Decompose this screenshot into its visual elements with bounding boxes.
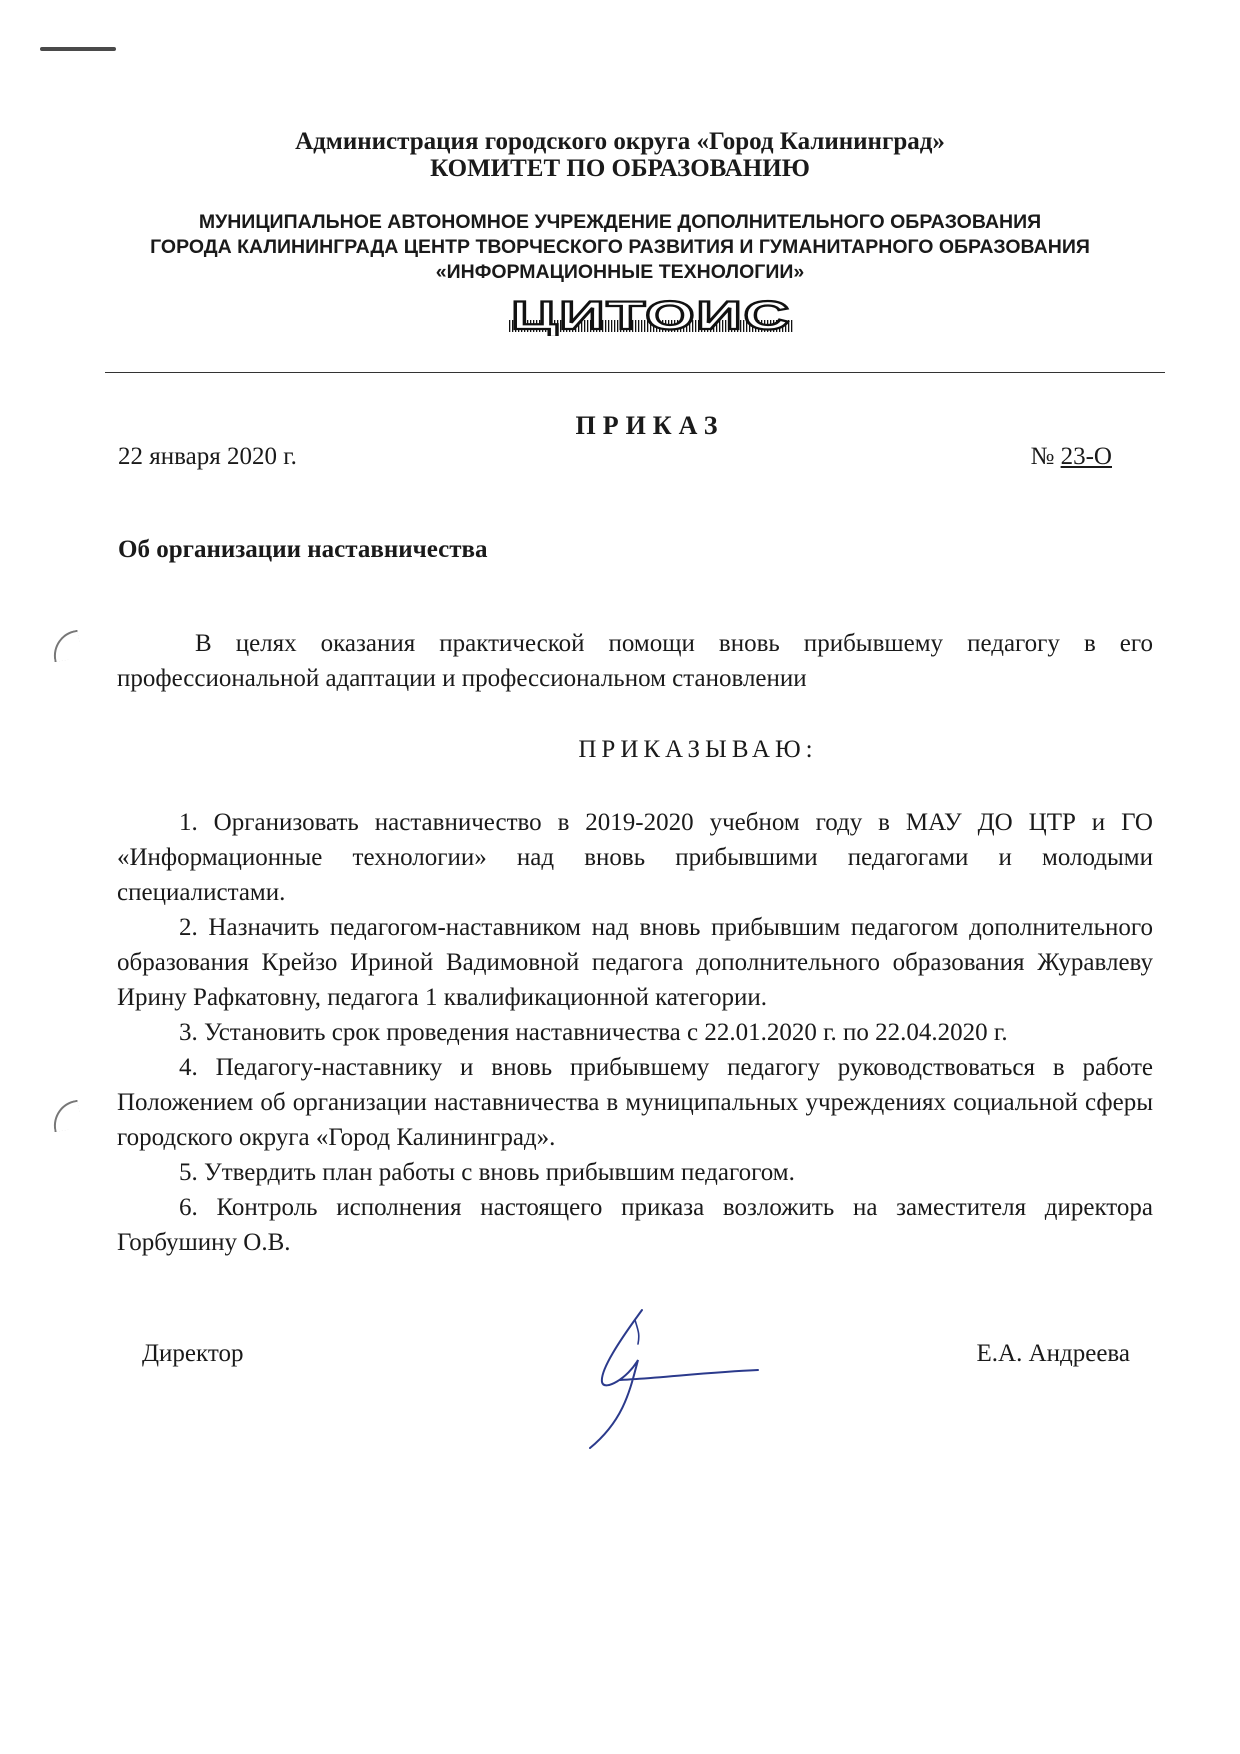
institution-line: «ИНФОРМАЦИОННЫЕ ТЕХНОЛОГИИ» (435, 261, 805, 283)
committee-name: КОМИТЕТ ПО ОБРАЗОВАНИЮ (430, 155, 810, 182)
order-items (117, 805, 1153, 1260)
order-item: 5. Утвердить план работы с вновь прибывшим педагогом. (179, 1159, 795, 1186)
handwritten-signature (580, 1300, 770, 1450)
order-directive: ПРИКАЗЫВАЮ: (578, 736, 818, 763)
order-title: ПРИКАЗ (575, 411, 725, 440)
order-preamble: В целях оказания практической помощи вновь прибывшему педагогу в его профессиональной адаптации и профессиональном становлении (117, 630, 1153, 692)
order-item: 6. Контроль исполнения настоящего приказа возложить на заместителя директора Горбушину О.В. (117, 1194, 1153, 1256)
signer-name: Е.А. Андреева (976, 1340, 1130, 1367)
order-item: 2. Назначить педагогом-наставником над вновь прибывшим педагогом дополнительного образования Крейзо Ириной Вадимовной педагога дополнительного образования Журавлеву Ирину Рафкатовну, педагога 1 квалификационной категории. (117, 914, 1153, 1011)
administration-name: Администрация городского округа «Город Калининград» (295, 128, 945, 155)
citois-logo (506, 296, 796, 336)
institution-name (0, 210, 1240, 285)
header-divider (105, 372, 1165, 373)
order-item: 1. Организовать наставничество в 2019-2020 учебном году в МАУ ДО ЦТР и ГО «Информационные технологии» над вновь прибывшими педагогами и молодыми специалистами. (117, 809, 1153, 906)
order-item: 3. Установить срок проведения наставничества с 22.01.2020 г. по 22.04.2020 г. (179, 1019, 1008, 1046)
order-subject: Об организации наставничества (118, 536, 488, 563)
order-number-prefix: № (1030, 443, 1061, 470)
order-date: 22 января 2020 г. (118, 443, 297, 470)
order-number-value: 23-О (1060, 443, 1112, 470)
punch-hole-mark (50, 1100, 82, 1132)
scan-mark (40, 47, 116, 51)
order-item: 4. Педагогу-наставнику и вновь прибывшему педагогу руководствоваться в работе Положением об организации наставничества в муниципальных учреждениях социальной сферы городского округа «Город Калининград». (117, 1054, 1153, 1151)
institution-line: МУНИЦИПАЛЬНОЕ АВТОНОМНОЕ УЧРЕЖДЕНИЕ ДОПОЛНИТЕЛЬНОГО ОБРАЗОВАНИЯ (198, 211, 1042, 233)
punch-hole-mark (50, 630, 82, 662)
signer-role: Директор (142, 1340, 244, 1367)
institution-line: ГОРОДА КАЛИНИНГРАДА ЦЕНТР ТВОРЧЕСКОГО РАЗВИТИЯ И ГУМАНИТАРНОГО ОБРАЗОВАНИЯ (150, 236, 1090, 258)
order-number (1031, 443, 1113, 471)
logo-text: ЦИТОИС (511, 296, 791, 336)
